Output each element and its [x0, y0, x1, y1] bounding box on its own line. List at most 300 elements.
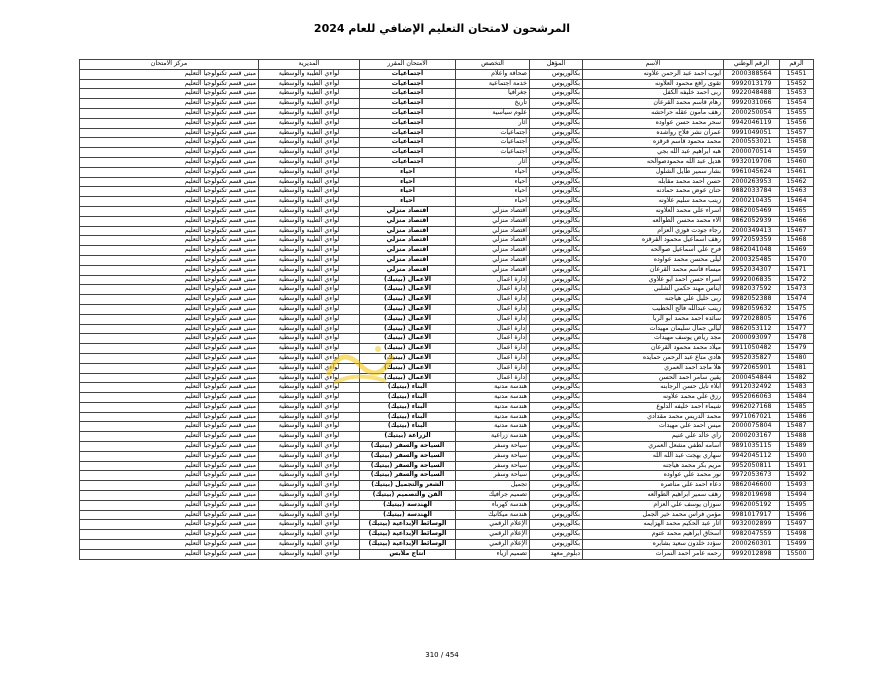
cell-exam: اجتماعيات [360, 69, 456, 79]
table-row [80, 383, 814, 393]
cell-qualification: بكالوريوس [530, 118, 583, 128]
header-national-id: الرقم الوطني [724, 60, 780, 70]
cell-national-id: 9991049051 [724, 128, 780, 138]
cell-exam-center: مبنى قسم تكنولوجيا التعليم [80, 324, 259, 334]
cell-national-id: 2000388564 [724, 69, 780, 79]
cell-qualification: بكالوريوس [530, 108, 583, 118]
cell-exam: السياحة والسفر (بيتيك) [360, 451, 456, 461]
cell-exam: اجتماعيات [360, 148, 456, 158]
cell-exam: الفن والتصميم (بيتيك) [360, 491, 456, 501]
cell-name: محمد محمود قاسم قرقزه [583, 138, 724, 148]
cell-directorate: لواءي الطيبة والوسطية [259, 481, 360, 491]
cell-exam-center: مبنى قسم تكنولوجيا التعليم [80, 530, 259, 540]
cell-exam-center: مبنى قسم تكنولوجيا التعليم [80, 304, 259, 314]
cell-exam: احياء [360, 177, 456, 187]
cell-directorate: لواءي الطيبة والوسطية [259, 491, 360, 501]
cell-name: ابلاء نايل حسن الرجابنه [583, 383, 724, 393]
table-row [80, 432, 814, 442]
cell-seq: 15462 [780, 177, 814, 187]
cell-seq: 15465 [780, 206, 814, 216]
cell-exam: اقتصاد منزلي [360, 255, 456, 265]
cell-exam: الأعمال (بيتيك) [360, 363, 456, 373]
cell-exam: السياحة والسفر (بيتيك) [360, 442, 456, 452]
header-seq: الرقم [780, 60, 814, 70]
table-row [80, 353, 814, 363]
cell-national-id: 9862052939 [724, 216, 780, 226]
cell-exam: اجتماعيات [360, 89, 456, 99]
cell-qualification: بكالوريوس [530, 197, 583, 207]
cell-directorate: لواءي الطيبة والوسطية [259, 442, 360, 452]
cell-exam: اجتماعيات [360, 157, 456, 167]
cell-exam: الأعمال (بيتيك) [360, 314, 456, 324]
cell-seq: 15451 [780, 69, 814, 79]
cell-national-id: 2000093097 [724, 334, 780, 344]
cell-qualification: بكالوريوس [530, 226, 583, 236]
cell-exam-center: مبنى قسم تكنولوجيا التعليم [80, 471, 259, 481]
cell-directorate: لواءي الطيبة والوسطية [259, 412, 360, 422]
cell-name: اسراء علي محمد العلاونه [583, 206, 724, 216]
cell-qualification: بكالوريوس [530, 481, 583, 491]
cell-seq: 15454 [780, 99, 814, 109]
cell-directorate: لواءي الطيبة والوسطية [259, 216, 360, 226]
cell-seq: 15473 [780, 285, 814, 295]
table-row [80, 167, 814, 177]
cell-exam-center: مبنى قسم تكنولوجيا التعليم [80, 451, 259, 461]
table-row [80, 148, 814, 158]
cell-exam-center: مبنى قسم تكنولوجيا التعليم [80, 197, 259, 207]
cell-name: آثار عبد الحكيم محمد الهزايمه [583, 520, 724, 530]
cell-directorate: لواءي الطيبة والوسطية [259, 138, 360, 148]
cell-exam: اجتماعيات [360, 79, 456, 89]
table-row [80, 412, 814, 422]
cell-name: اسامه لطفي مشعل العمري [583, 442, 724, 452]
cell-specialty: الإعلام الرقمي [456, 530, 530, 540]
cell-seq: 15484 [780, 393, 814, 403]
cell-national-id: 9982019698 [724, 491, 780, 501]
cell-national-id: 9971067021 [724, 412, 780, 422]
cell-name: الاء محمد محسن الطوالعه [583, 216, 724, 226]
cell-specialty: هندسة مدنية [456, 422, 530, 432]
cell-exam: اجتماعيات [360, 138, 456, 148]
cell-exam-center: مبنى قسم تكنولوجيا التعليم [80, 461, 259, 471]
cell-exam-center: مبنى قسم تكنولوجيا التعليم [80, 138, 259, 148]
cell-specialty: هندسة ميكانيك [456, 510, 530, 520]
cell-name: راي خالد علي غنيم [583, 432, 724, 442]
table-row [80, 324, 814, 334]
page-number: 310 / 454 [425, 651, 459, 659]
cell-name: سائده احمد محمد ابو الربا [583, 314, 724, 324]
cell-exam: البناء (بيتيك) [360, 393, 456, 403]
cell-name: سحر محمد حسن عواوده [583, 118, 724, 128]
cell-national-id: 2000075804 [724, 422, 780, 432]
cell-seq: 15494 [780, 491, 814, 501]
cell-national-id: 9982059632 [724, 304, 780, 314]
cell-exam: اقتصاد منزلي [360, 206, 456, 216]
cell-specialty: إدارة أعمال [456, 295, 530, 305]
cell-directorate: لواءي الطيبة والوسطية [259, 265, 360, 275]
cell-name: اسراء حسن احمد ابو علاوي [583, 275, 724, 285]
cell-name: محمد الدريس محمد مقدادي [583, 412, 724, 422]
cell-exam: اجتماعيات [360, 108, 456, 118]
cell-exam-center: مبنى قسم تكنولوجيا التعليم [80, 236, 259, 246]
cell-directorate: لواءي الطيبة والوسطية [259, 167, 360, 177]
cell-seq: 15492 [780, 471, 814, 481]
cell-national-id: 9952050811 [724, 461, 780, 471]
cell-specialty: هندسة مدنية [456, 412, 530, 422]
cell-qualification: بكالوريوس [530, 216, 583, 226]
cell-qualification: بكالوريوس [530, 363, 583, 373]
cell-specialty: اقتصاد منزلي [456, 226, 530, 236]
cell-directorate: لواءي الطيبة والوسطية [259, 118, 360, 128]
cell-seq: 15459 [780, 148, 814, 158]
cell-name: اسحاق ابراهيم محمد عتوم [583, 530, 724, 540]
cell-exam-center: مبنى قسم تكنولوجيا التعليم [80, 344, 259, 354]
table-row [80, 481, 814, 491]
cell-specialty: آثار [456, 157, 530, 167]
cell-seq: 15477 [780, 324, 814, 334]
cell-specialty: إدارة أعمال [456, 344, 530, 354]
table-row [80, 520, 814, 530]
cell-seq: 15468 [780, 236, 814, 246]
table-row [80, 157, 814, 167]
cell-qualification: بكالوريوس [530, 334, 583, 344]
table-row [80, 226, 814, 236]
cell-exam: السياحة والسفر (بيتيك) [360, 471, 456, 481]
cell-seq: 15485 [780, 402, 814, 412]
cell-qualification: بكالوريوس [530, 265, 583, 275]
cell-directorate: لواءي الطيبة والوسطية [259, 383, 360, 393]
cell-exam: اقتصاد منزلي [360, 246, 456, 256]
cell-qualification: بكالوريوس [530, 432, 583, 442]
cell-seq: 15455 [780, 108, 814, 118]
cell-national-id: 2000210435 [724, 197, 780, 207]
cell-specialty: سياحة وسفر [456, 442, 530, 452]
cell-qualification: بكالوريوس [530, 422, 583, 432]
cell-specialty: إدارة أعمال [456, 275, 530, 285]
cell-directorate: لواءي الطيبة والوسطية [259, 108, 360, 118]
cell-exam-center: مبنى قسم تكنولوجيا التعليم [80, 226, 259, 236]
cell-seq: 15486 [780, 412, 814, 422]
cell-exam-center: مبنى قسم تكنولوجيا التعليم [80, 69, 259, 79]
cell-name: هادي متاع عبد الرحمن حمايده [583, 353, 724, 363]
cell-directorate: لواءي الطيبة والوسطية [259, 246, 360, 256]
cell-exam: اقتصاد منزلي [360, 216, 456, 226]
cell-national-id: 2000250054 [724, 108, 780, 118]
cell-national-id: 9882033784 [724, 187, 780, 197]
cell-exam: الأعمال (بيتيك) [360, 324, 456, 334]
cell-exam: احياء [360, 187, 456, 197]
cell-specialty: احياء [456, 197, 530, 207]
table-row [80, 402, 814, 412]
cell-exam: اجتماعيات [360, 118, 456, 128]
table-row [80, 69, 814, 79]
cell-name: رحمه عامر احمد النمرات [583, 549, 724, 559]
table-row [80, 314, 814, 324]
cell-exam: البناء (بيتيك) [360, 402, 456, 412]
cell-qualification: بكالوريوس [530, 138, 583, 148]
cell-exam: الوسائط الإبداعية (بيتيك) [360, 520, 456, 530]
cell-directorate: لواءي الطيبة والوسطية [259, 206, 360, 216]
cell-exam: البناء (بيتيك) [360, 412, 456, 422]
cell-directorate: لواءي الطيبة والوسطية [259, 236, 360, 246]
cell-national-id: 2000325485 [724, 255, 780, 265]
cell-name: رهام قاسم محمد القرعان [583, 99, 724, 109]
cell-name: رهف سمير ابراهيم الطوالعه [583, 491, 724, 501]
table-row [80, 89, 814, 99]
cell-national-id: 2000260301 [724, 540, 780, 550]
cell-directorate: لواءي الطيبة والوسطية [259, 500, 360, 510]
cell-seq: 15493 [780, 481, 814, 491]
cell-exam: الأعمال (بيتيك) [360, 353, 456, 363]
header-name: الاسم [583, 60, 724, 70]
cell-national-id: 9862046600 [724, 481, 780, 491]
cell-seq: 15469 [780, 246, 814, 256]
cell-specialty: سياحة وسفر [456, 451, 530, 461]
cell-qualification: بكالوريوس [530, 187, 583, 197]
cell-qualification: بكالوريوس [530, 540, 583, 550]
cell-name: حنان عوض محمد حمادنه [583, 187, 724, 197]
cell-directorate: لواءي الطيبة والوسطية [259, 314, 360, 324]
cell-specialty: سياحة وسفر [456, 471, 530, 481]
cell-exam-center: مبنى قسم تكنولوجيا التعليم [80, 206, 259, 216]
cell-exam: البناء (بيتيك) [360, 422, 456, 432]
cell-specialty: إدارة أعمال [456, 373, 530, 383]
cell-exam-center: مبنى قسم تكنولوجيا التعليم [80, 500, 259, 510]
cell-qualification: بكالوريوس [530, 471, 583, 481]
cell-name: مؤمن فراس محمد خير الجمل [583, 510, 724, 520]
cell-exam-center: مبنى قسم تكنولوجيا التعليم [80, 79, 259, 89]
cell-specialty: اجتماعيات [456, 138, 530, 148]
cell-exam: اقتصاد منزلي [360, 265, 456, 275]
cell-national-id: 9961045624 [724, 167, 780, 177]
cell-specialty: هندسة كهرباء [456, 500, 530, 510]
cell-national-id: 9932019706 [724, 157, 780, 167]
cell-qualification: بكالوريوس [530, 461, 583, 471]
cell-exam-center: مبنى قسم تكنولوجيا التعليم [80, 187, 259, 197]
cell-name: حسن احمد محمد مقابله [583, 177, 724, 187]
cell-qualification: بكالوريوس [530, 344, 583, 354]
table-row [80, 118, 814, 128]
cell-name: رجاء جودت فوزي العزام [583, 226, 724, 236]
cell-exam: الأعمال (بيتيك) [360, 304, 456, 314]
cell-qualification: بكالوريوس [530, 99, 583, 109]
cell-directorate: لواءي الطيبة والوسطية [259, 187, 360, 197]
cell-specialty: هندسة مدنية [456, 383, 530, 393]
cell-directorate: لواءي الطيبة والوسطية [259, 177, 360, 187]
table-row [80, 99, 814, 109]
cell-seq: 15482 [780, 373, 814, 383]
cell-exam-center: مبنى قسم تكنولوجيا التعليم [80, 177, 259, 187]
cell-national-id: 9982047559 [724, 530, 780, 540]
cell-qualification: بكالوريوس [530, 246, 583, 256]
cell-qualification: بكالوريوس [530, 236, 583, 246]
cell-name: مجد رياض يوسف مهيدات [583, 334, 724, 344]
cell-specialty: إدارة أعمال [456, 304, 530, 314]
cell-directorate: لواءي الطيبة والوسطية [259, 255, 360, 265]
cell-seq: 15456 [780, 118, 814, 128]
cell-name: رهف اسماعيل محمود القرقزه [583, 236, 724, 246]
cell-specialty: علوم سياسية [456, 108, 530, 118]
table-row [80, 549, 814, 559]
cell-qualification: بكالوريوس [530, 353, 583, 363]
cell-directorate: لواءي الطيبة والوسطية [259, 304, 360, 314]
cell-qualification: بكالوريوس [530, 324, 583, 334]
cell-seq: 15481 [780, 363, 814, 373]
cell-national-id: 9981017917 [724, 510, 780, 520]
table-row [80, 79, 814, 89]
cell-exam-center: مبنى قسم تكنولوجيا التعليم [80, 353, 259, 363]
cell-name: هبه ابراهيم عبد الله بجي [583, 148, 724, 158]
cell-qualification: بكالوريوس [530, 285, 583, 295]
cell-qualification: بكالوريوس [530, 69, 583, 79]
cell-name: رهف مامون عقله حراحشه [583, 108, 724, 118]
cell-name: دعاء احمد علي مناصره [583, 481, 724, 491]
cell-exam: الأعمال (بيتيك) [360, 373, 456, 383]
cell-exam: الأعمال (بيتيك) [360, 334, 456, 344]
cell-exam-center: مبنى قسم تكنولوجيا التعليم [80, 89, 259, 99]
cell-national-id: 9972028805 [724, 314, 780, 324]
cell-qualification: بكالوريوس [530, 393, 583, 403]
cell-national-id: 2000263953 [724, 177, 780, 187]
table-row [80, 304, 814, 314]
cell-specialty: خدمة اجتماعية [456, 79, 530, 89]
cell-qualification: بكالوريوس [530, 89, 583, 99]
cell-qualification: بكالوريوس [530, 148, 583, 158]
cell-exam-center: مبنى قسم تكنولوجيا التعليم [80, 491, 259, 501]
cell-national-id: 9942045112 [724, 451, 780, 461]
cell-directorate: لواءي الطيبة والوسطية [259, 373, 360, 383]
cell-exam-center: مبنى قسم تكنولوجيا التعليم [80, 363, 259, 373]
cell-directorate: لواءي الطيبة والوسطية [259, 344, 360, 354]
cell-seq: 15472 [780, 275, 814, 285]
table-row [80, 216, 814, 226]
cell-exam-center: مبنى قسم تكنولوجيا التعليم [80, 255, 259, 265]
cell-specialty: هندسة مدنية [456, 402, 530, 412]
cell-seq: 15458 [780, 138, 814, 148]
cell-name: فرح علي اسماعيل صوالحه [583, 246, 724, 256]
cell-specialty: اقتصاد منزلي [456, 246, 530, 256]
cell-specialty: إدارة أعمال [456, 353, 530, 363]
cell-qualification: بكالوريوس [530, 206, 583, 216]
cell-exam-center: مبنى قسم تكنولوجيا التعليم [80, 167, 259, 177]
cell-name: ربى احمد خليفه الكفل [583, 89, 724, 99]
cell-qualification: بكالوريوس [530, 510, 583, 520]
cell-name: ميلاد محمد محمود القرعان [583, 344, 724, 354]
table-row [80, 540, 814, 550]
header-directorate: المديرية [259, 60, 360, 70]
cell-seq: 15499 [780, 540, 814, 550]
cell-exam-center: مبنى قسم تكنولوجيا التعليم [80, 246, 259, 256]
cell-exam-center: مبنى قسم تكنولوجيا التعليم [80, 285, 259, 295]
cell-name: ليلى محسن محمد عواوده [583, 255, 724, 265]
cell-qualification: بكالوريوس [530, 520, 583, 530]
cell-exam-center: مبنى قسم تكنولوجيا التعليم [80, 520, 259, 530]
table-row [80, 236, 814, 246]
table-header-row [80, 60, 814, 70]
cell-specialty: صحافة واعلام [456, 69, 530, 79]
cell-name: ميساء قاسم محمد القرعان [583, 265, 724, 275]
cell-national-id: 9942046119 [724, 118, 780, 128]
cell-seq: 15489 [780, 442, 814, 452]
cell-specialty: احياء [456, 167, 530, 177]
cell-name: هديل عبد الله محمودصوالحه [583, 157, 724, 167]
cell-specialty: إدارة أعمال [456, 314, 530, 324]
cell-exam: الشعر والتجميل (بيتيك) [360, 481, 456, 491]
cell-national-id: 2000070514 [724, 148, 780, 158]
cell-qualification: بكالوريوس [530, 295, 583, 305]
cell-exam-center: مبنى قسم تكنولوجيا التعليم [80, 373, 259, 383]
cell-exam-center: مبنى قسم تكنولوجيا التعليم [80, 393, 259, 403]
cell-directorate: لواءي الطيبة والوسطية [259, 353, 360, 363]
cell-national-id: 9932002899 [724, 520, 780, 530]
cell-seq: 15463 [780, 187, 814, 197]
cell-national-id: 9972059359 [724, 236, 780, 246]
cell-specialty: اجتماعيات [456, 148, 530, 158]
header-exam: الامتحان المقرر [360, 60, 456, 70]
cell-seq: 15471 [780, 265, 814, 275]
table-row [80, 510, 814, 520]
table-row [80, 363, 814, 373]
table-row [80, 246, 814, 256]
cell-specialty: اقتصاد منزلي [456, 236, 530, 246]
cell-specialty: هندسة زراعية [456, 432, 530, 442]
cell-qualification: بكالوريوس [530, 177, 583, 187]
cell-exam: البناء (بيتيك) [360, 383, 456, 393]
cell-seq: 15483 [780, 383, 814, 393]
cell-directorate: لواءي الطيبة والوسطية [259, 197, 360, 207]
cell-name: يقين سامر احمد الحسن [583, 373, 724, 383]
header-specialty: التخصص [456, 60, 530, 70]
cell-exam-center: مبنى قسم تكنولوجيا التعليم [80, 295, 259, 305]
cell-directorate: لواءي الطيبة والوسطية [259, 324, 360, 334]
cell-seq: 15480 [780, 353, 814, 363]
cell-exam: الأعمال (بيتيك) [360, 275, 456, 285]
cell-national-id: 9972053673 [724, 471, 780, 481]
cell-seq: 15487 [780, 422, 814, 432]
cell-qualification: بكالوريوس [530, 255, 583, 265]
table-row [80, 530, 814, 540]
table-row [80, 197, 814, 207]
cell-seq: 15453 [780, 89, 814, 99]
cell-qualification: بكالوريوس [530, 275, 583, 285]
cell-specialty: تصميم أزياء [456, 549, 530, 559]
cell-seq: 15498 [780, 530, 814, 540]
cell-national-id: 9962005192 [724, 500, 780, 510]
table-row [80, 206, 814, 216]
cell-exam: انتاج ملابس [360, 549, 456, 559]
cell-exam: الوسائط الإبداعية (بيتيك) [360, 540, 456, 550]
cell-name: سهاري بهجت عبد الله الله [583, 451, 724, 461]
candidates-table [79, 59, 814, 560]
cell-exam-center: مبنى قسم تكنولوجيا التعليم [80, 432, 259, 442]
cell-national-id: 2000454844 [724, 373, 780, 383]
table-row [80, 344, 814, 354]
cell-exam-center: مبنى قسم تكنولوجيا التعليم [80, 422, 259, 432]
cell-national-id: 9952035827 [724, 353, 780, 363]
cell-exam-center: مبنى قسم تكنولوجيا التعليم [80, 549, 259, 559]
cell-national-id: 9862005469 [724, 206, 780, 216]
cell-seq: 15490 [780, 451, 814, 461]
cell-specialty: اقتصاد منزلي [456, 216, 530, 226]
cell-seq: 15474 [780, 295, 814, 305]
cell-national-id: 9862053112 [724, 324, 780, 334]
cell-qualification: بكالوريوس [530, 500, 583, 510]
cell-directorate: لواءي الطيبة والوسطية [259, 393, 360, 403]
cell-seq: 15496 [780, 510, 814, 520]
table-row [80, 422, 814, 432]
cell-name: ميس احمد علي مهيدات [583, 422, 724, 432]
cell-national-id: 2000203167 [724, 432, 780, 442]
